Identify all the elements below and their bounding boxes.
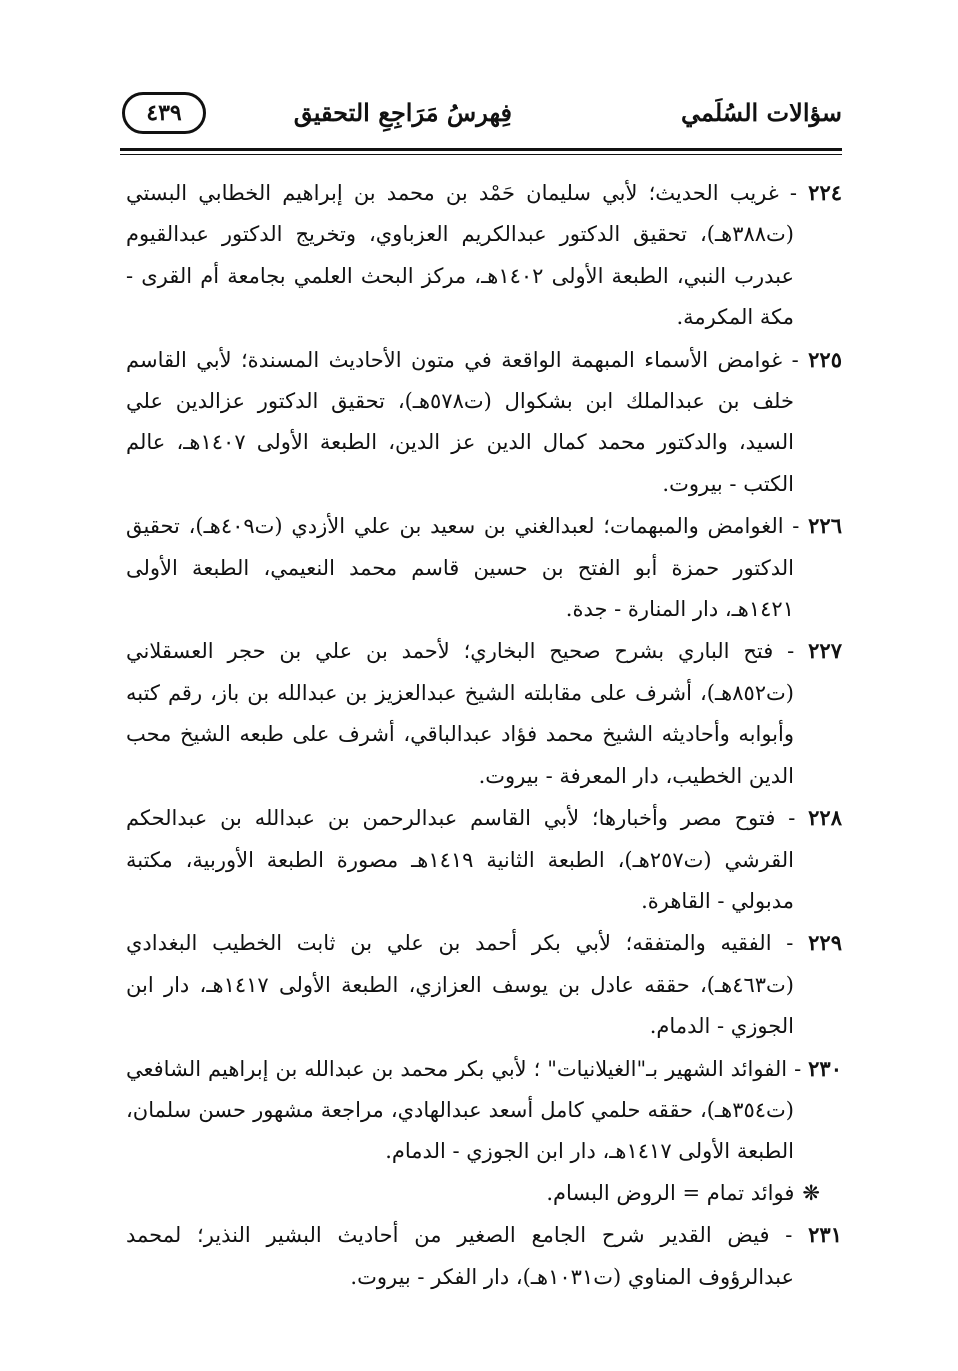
entry-number: ٢٢٥ [808,346,842,372]
entry-text: فيض القدير شرح الجامع الصغير من أحاديث البشير النذير؛ لمحمد عبدالرؤوف المناوي (ت١٠٣١هـ)، دار الفكر - بيروت. [126,1223,794,1289]
page-number: ٤٣٩ [122,92,206,134]
entry-text: فتح الباري بشرح صحيح البخاري؛ لأحمد بن علي بن حجر العسقلاني (ت٨٥٢هـ)، أشرف على مقابلته الشيخ عبدالعزيز بن عبدالله بن باز، رقم كتبه وأبوابه وأحاديثه الشيخ محمد فؤاد عبدالباقي، أشرف على طبعه الشيخ محب الدين الخطيب، دار المعرفة - بيروت. [126,639,794,788]
entry-dash: - [788,806,796,831]
entry-dash: - [785,1223,793,1248]
reference-entry [126,339,842,506]
header-rule-thick [120,148,842,151]
reference-entry [126,1214,842,1298]
entry-text: الفقيه والمتفقه؛ لأبي بكر أحمد بن علي بن ثابت الخطيب البغدادي (ت٤٦٣هـ)، حققه عادل بن يوسف العزازي، الطبعة الأولى ١٤١٧هـ، دار ابن الجوزي - الدمام. [126,931,794,1039]
reference-entry [126,172,842,339]
reference-entry [126,630,842,797]
entry-number: ٢٣١ [808,1222,842,1248]
cross-reference-note [126,1173,842,1214]
reference-entry [126,797,842,922]
entry-number: ٢٢٦ [808,513,842,539]
entry-text: فتوح مصر وأخبارها؛ لأبي القاسم عبدالرحمن بن عبدالله بن عبدالحكم القرشي (ت٢٥٧هـ)، الطبعة الثانية ١٤١٩هـ مصورة الطبعة الأوربية، مكتبة مدبولي - القاهرة. [126,806,794,913]
entry-number: ٢٢٩ [808,930,842,956]
entry-dash: - [794,1056,802,1081]
reference-entry [126,922,842,1047]
entry-dash: - [791,347,799,372]
entry-text: غوامض الأسماء المبهمة الواقعة في متون الأحاديث المسندة؛ لأبي القاسم خلف بن عبدالملك ابن بشكوال (ت٥٧٨هـ)، تحقيق الدكتور عزالدين علي السيد، والدكتور محمد كمال الدين عز الدين، الطبعة الأولى ١٤٠٧هـ، عالم الكتب - بيروت. [126,347,794,496]
entry-dash: - [786,931,794,956]
note-text: فوائد تمام = الروض البسام. [546,1180,795,1205]
reference-list [126,172,842,1298]
book-title: سؤالات السُلَمي [680,98,842,127]
entry-number: ٢٢٤ [808,180,843,205]
entry-number: ٢٢٨ [808,805,842,831]
reference-entry [126,1048,842,1173]
entry-text: الفوائد الشهير بـ"الغيلانيات" ؛ لأبي بكر محمد بن عبدالله بن إبراهيم الشافعي (ت٣٥٤هـ)، حققه حلمي كامل أسعد عبدالهادي، مراجعة مشهور حسن سلمان، الطبعة الأولى ١٤١٧هـ، دار ابن الجوزي - الدمام. [126,1056,794,1164]
page-header [120,92,842,152]
section-title: فِهرسُ مَرَاجِعِ التحقيق [293,98,512,127]
entry-dash: - [789,181,798,205]
entry-text: الغوامض والمبهمات؛ لعبدالغني بن سعيد بن علي الأزدي (ت٤٠٩هـ)، تحقيق الدكتور حمزة أبو الفتح بن حسين قاسم محمد النعيمي، الطبعة الأولى ١٤٢١هـ، دار المنارة - جدة. [126,514,794,622]
asterism-icon: ❋ [802,1180,820,1205]
reference-entry [126,505,842,630]
entry-text: غريب الحديث؛ لأبي سليمان حَمْد بن محمد بن إبراهيم الخطابي البستي (ت٣٨٨هـ)، تحقيق الدكتور عبدالكريم العزباوي، وتخريج الدكتور عبدالقيوم عبدرب النبي، الطبعة الأولى ١٤٠٢هـ، مركز البحث العلمي بجامعة أم القرى - مكة المكرمة. [126,181,794,330]
entry-number: ٢٢٧ [808,638,842,664]
entry-dash: - [792,514,800,539]
header-rule-thin [120,154,842,155]
entry-dash: - [787,639,795,664]
entry-number: ٢٣٠ [808,1055,842,1081]
